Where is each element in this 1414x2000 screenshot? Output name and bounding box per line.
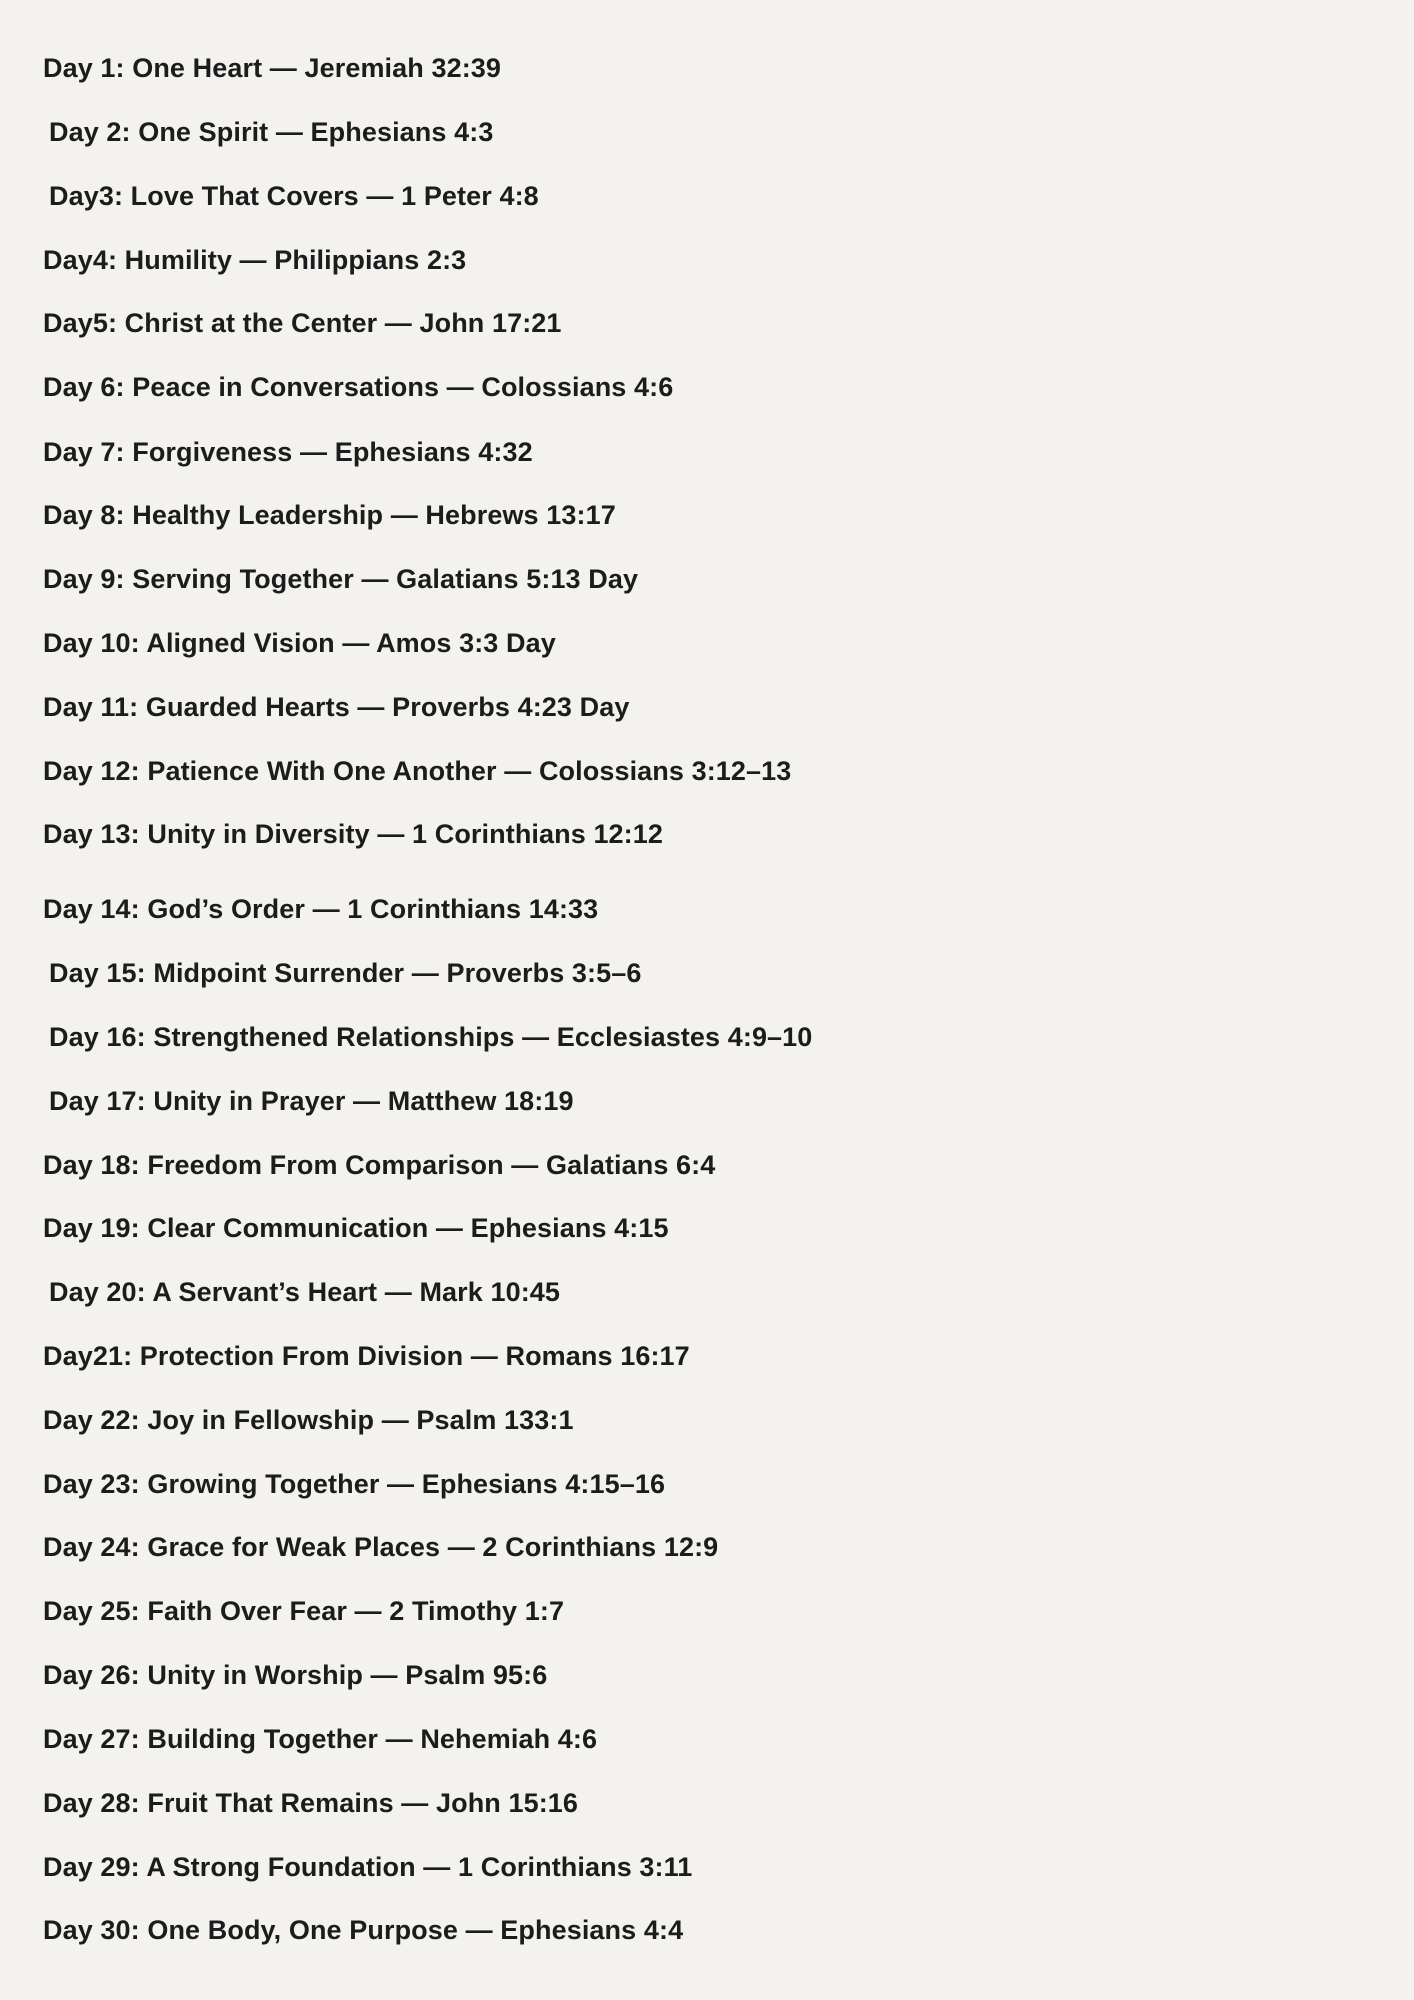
list-item-day-17: Day 17: Unity in Prayer — Matthew 18:19 (49, 1086, 574, 1116)
list-item-day-29: Day 29: A Strong Foundation — 1 Corinthians 3:11 (43, 1852, 693, 1882)
list-item-day-4: Day4: Humility — Philippians 2:3 (43, 245, 467, 275)
list-item-day-18: Day 18: Freedom From Comparison — Galatians 6:4 (43, 1150, 716, 1180)
list-item-day-26: Day 26: Unity in Worship — Psalm 95:6 (43, 1660, 548, 1690)
list-item-day-27: Day 27: Building Together — Nehemiah 4:6 (43, 1724, 598, 1754)
list-item-day-10: Day 10: Aligned Vision — Amos 3:3 Day (43, 628, 556, 658)
list-item-day-20: Day 20: A Servant’s Heart — Mark 10:45 (49, 1277, 561, 1307)
list-item-day-23: Day 23: Growing Together — Ephesians 4:15–16 (43, 1469, 666, 1499)
list-item-day-28: Day 28: Fruit That Remains — John 15:16 (43, 1788, 579, 1818)
list-item-day-25: Day 25: Faith Over Fear — 2 Timothy 1:7 (43, 1596, 565, 1626)
list-item-day-13: Day 13: Unity in Diversity — 1 Corinthians 12:12 (43, 819, 663, 849)
list-item-day-5: Day5: Christ at the Center — John 17:21 (43, 308, 562, 338)
list-item-day-12: Day 12: Patience With One Another — Colossians 3:12–13 (43, 756, 792, 786)
list-item-day-22: Day 22: Joy in Fellowship — Psalm 133:1 (43, 1405, 574, 1435)
list-item-day-1: Day 1: One Heart — Jeremiah 32:39 (43, 53, 502, 83)
list-item-day-2: Day 2: One Spirit — Ephesians 4:3 (49, 117, 494, 147)
list-item-day-19: Day 19: Clear Communication — Ephesians 4:15 (43, 1213, 669, 1243)
list-item-day-14: Day 14: God’s Order — 1 Corinthians 14:33 (43, 894, 599, 924)
list-item-day-6: Day 6: Peace in Conversations — Colossians 4:6 (43, 372, 674, 402)
list-item-day-16: Day 16: Strengthened Relationships — Ecclesiastes 4:9–10 (49, 1022, 813, 1052)
list-item-day-3: Day3: Love That Covers — 1 Peter 4:8 (49, 181, 539, 211)
list-item-day-7: Day 7: Forgiveness — Ephesians 4:32 (43, 437, 533, 467)
list-item-day-30: Day 30: One Body, One Purpose — Ephesians 4:4 (43, 1915, 684, 1945)
list-item-day-24: Day 24: Grace for Weak Places — 2 Corinthians 12:9 (43, 1532, 719, 1562)
list-item-day-15: Day 15: Midpoint Surrender — Proverbs 3:5–6 (49, 958, 642, 988)
list-item-day-11: Day 11: Guarded Hearts — Proverbs 4:23 Day (43, 692, 630, 722)
list-item-day-8: Day 8: Healthy Leadership — Hebrews 13:17 (43, 500, 616, 530)
list-item-day-9: Day 9: Serving Together — Galatians 5:13 Day (43, 564, 639, 594)
list-item-day-21: Day21: Protection From Division — Romans 16:17 (43, 1341, 690, 1371)
